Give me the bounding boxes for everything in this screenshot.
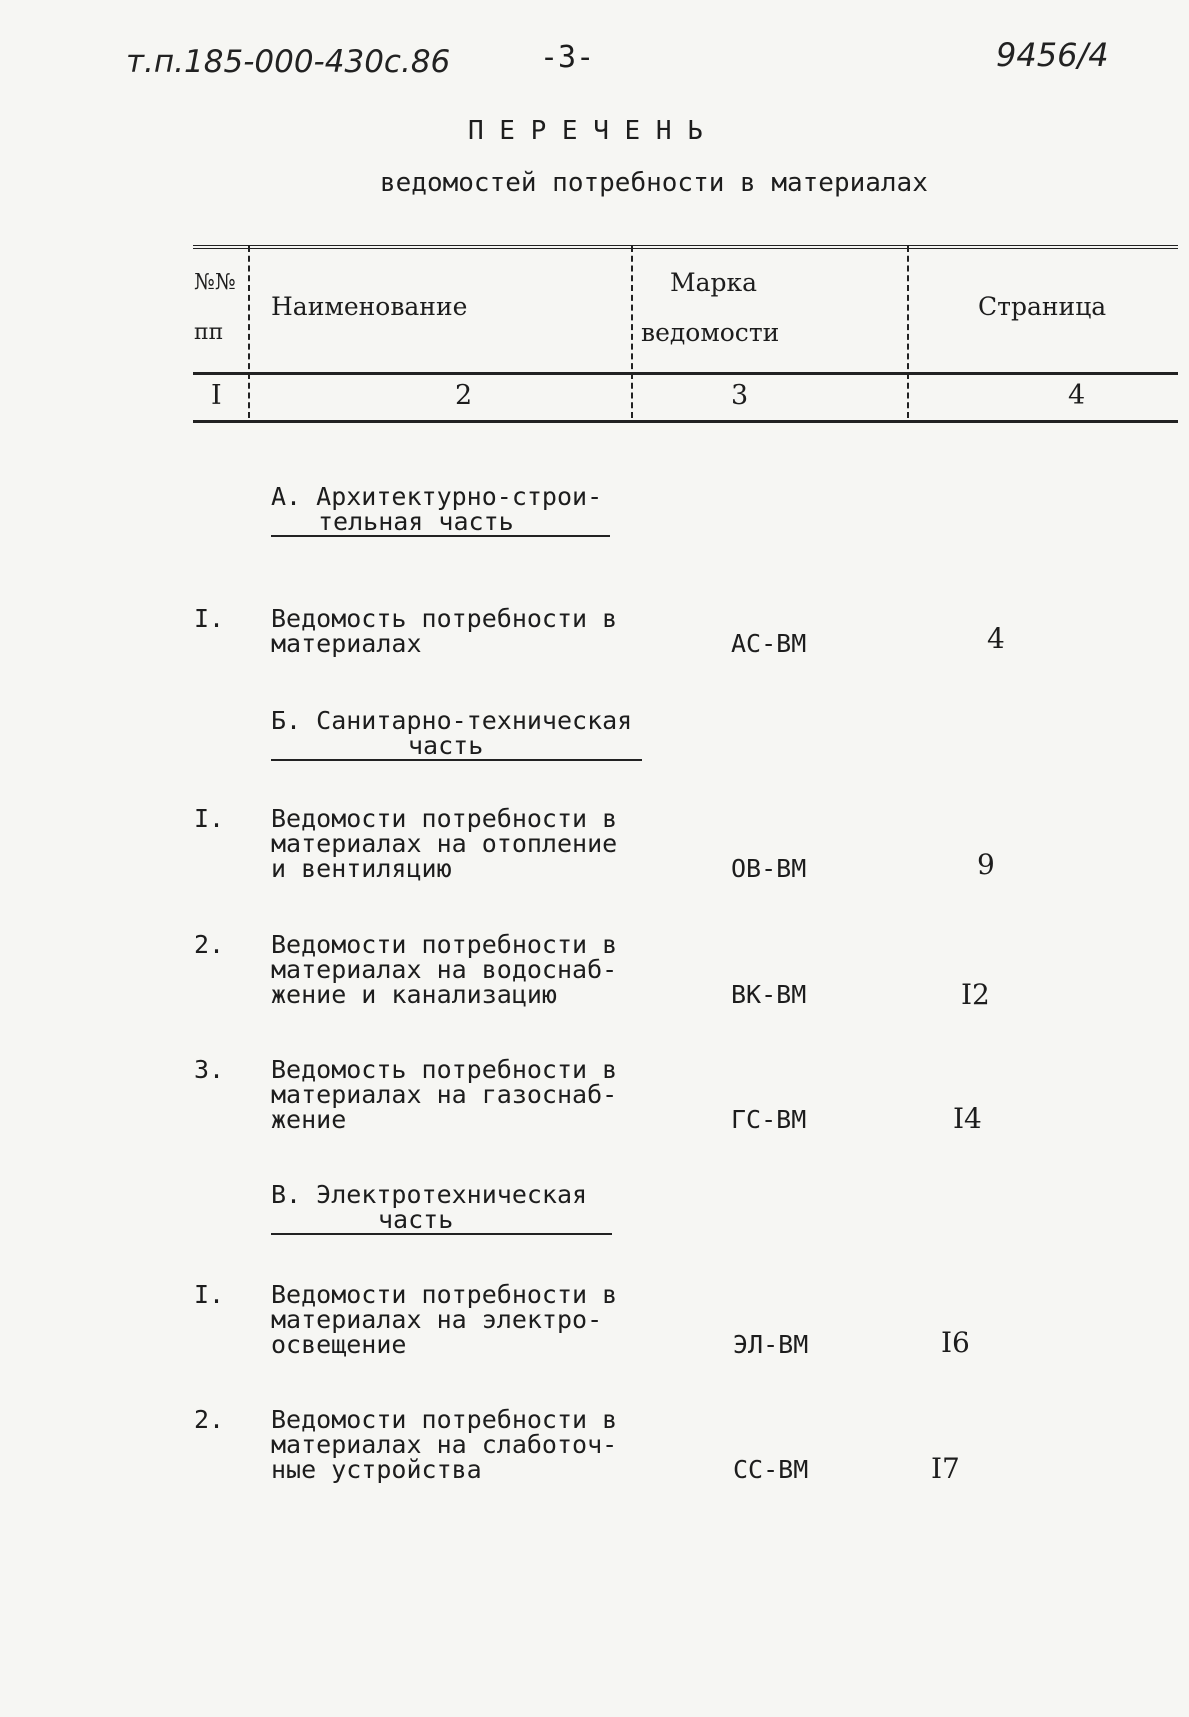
- column-divider-3: [907, 246, 909, 418]
- item-name-line: материалах на слаботоч-: [271, 1430, 618, 1459]
- document-code: т.п.185-000-430с.86: [126, 44, 451, 80]
- section-c-underline: [271, 1233, 612, 1235]
- document-title: П Е Р Е Ч Е Н Ь: [468, 116, 703, 146]
- table-numbers-rule: [193, 420, 1178, 423]
- item-page: I6: [941, 1326, 970, 1359]
- section-b-title-line1: Б. Санитарно-техническая: [271, 706, 633, 735]
- section-a-title-line1: А. Архитектурно-строи-: [271, 482, 603, 511]
- header-mark-line2: ведомости: [641, 318, 780, 347]
- column-divider-1: [248, 246, 250, 418]
- header-name: Наименование: [271, 292, 468, 321]
- section-c-title-line1: В. Электротехническая: [271, 1180, 588, 1209]
- header-num-line2: пп: [194, 320, 224, 345]
- section-c-title-line2: часть: [378, 1205, 454, 1234]
- item-mark: ВК-ВМ: [731, 980, 807, 1009]
- item-num: 2.: [194, 1405, 225, 1434]
- table-top-rule: [193, 245, 1178, 249]
- item-name-line: Ведомость потребности в: [271, 1055, 618, 1084]
- item-name-line: Ведомости потребности в: [271, 804, 618, 833]
- archive-number: 9456/4: [996, 36, 1109, 74]
- section-a-title-line2: тельная часть: [318, 507, 514, 536]
- item-name-line: жение: [271, 1105, 347, 1134]
- item-name-line: ные устройства: [271, 1455, 482, 1484]
- item-num: I.: [194, 1280, 225, 1309]
- header-mark-line1: Марка: [670, 268, 758, 297]
- item-page: 4: [987, 622, 1005, 655]
- item-name-line: жение и канализацию: [271, 980, 557, 1009]
- item-name-line: Ведомость потребности в: [271, 604, 618, 633]
- item-num: I.: [194, 604, 225, 633]
- page-number: -3-: [540, 40, 595, 75]
- item-name-line: освещение: [271, 1330, 407, 1359]
- item-page: I7: [931, 1452, 960, 1485]
- item-num: 2.: [194, 930, 225, 959]
- column-number-2: 2: [455, 380, 473, 411]
- item-mark: АС-ВМ: [731, 629, 807, 658]
- header-num-line1: №№: [194, 270, 236, 295]
- item-mark: СС-ВМ: [733, 1455, 809, 1484]
- item-name-line: Ведомости потребности в: [271, 930, 618, 959]
- item-page: I2: [961, 978, 990, 1011]
- item-num: 3.: [194, 1055, 225, 1084]
- item-name-line: материалах на электро-: [271, 1305, 603, 1334]
- item-mark: ЭЛ-ВМ: [733, 1330, 809, 1359]
- item-name-line: Ведомости потребности в: [271, 1280, 618, 1309]
- item-name-line: материалах на газоснаб-: [271, 1080, 618, 1109]
- document-subtitle: ведомостей потребности в материалах: [380, 168, 928, 198]
- section-a-underline: [271, 535, 610, 537]
- item-name-line: и вентиляцию: [271, 854, 452, 883]
- column-number-4: 4: [1068, 380, 1086, 411]
- item-page: I4: [953, 1102, 982, 1135]
- item-name-line: материалах на водоснаб-: [271, 955, 618, 984]
- item-name-line: материалах на отопление: [271, 829, 618, 858]
- item-page: 9: [977, 848, 995, 881]
- section-b-underline: [271, 759, 642, 761]
- column-number-1: I: [211, 380, 222, 411]
- item-name-line: материалах: [271, 629, 422, 658]
- item-num: I.: [194, 804, 225, 833]
- column-divider-2: [631, 246, 633, 418]
- table-header-rule: [193, 372, 1178, 375]
- section-b-title-line2: часть: [408, 731, 484, 760]
- item-name-line: Ведомости потребности в: [271, 1405, 618, 1434]
- header-page: Страница: [978, 292, 1107, 321]
- item-mark: ГС-ВМ: [731, 1105, 807, 1134]
- item-mark: ОВ-ВМ: [731, 854, 807, 883]
- column-number-3: 3: [731, 380, 749, 411]
